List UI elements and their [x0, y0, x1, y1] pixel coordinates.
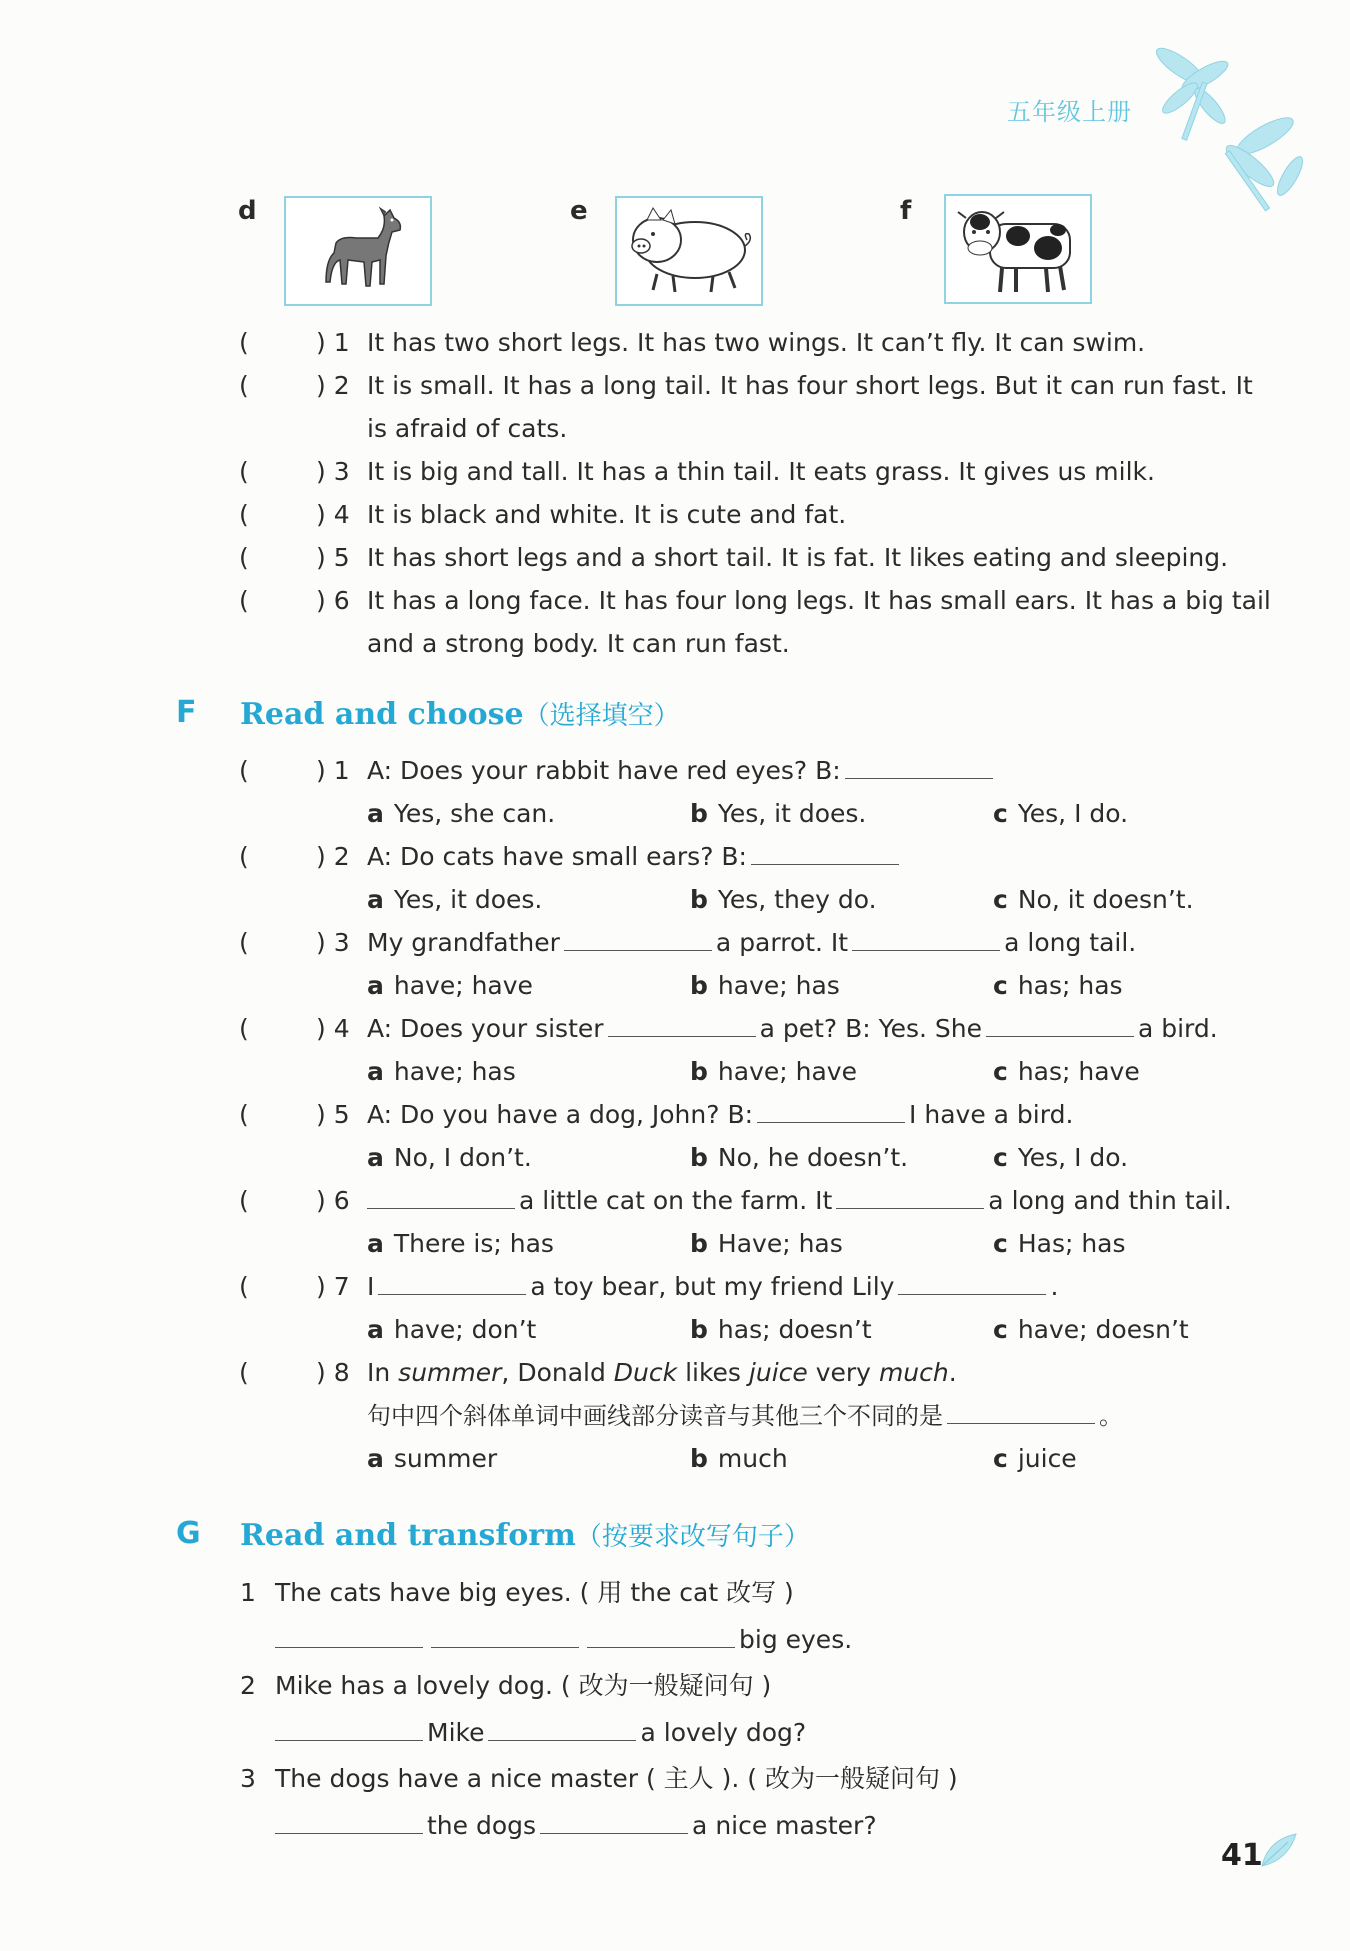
section-f-title: [240, 695, 680, 732]
option-c[interactable]: [993, 1229, 1126, 1259]
question-text: A: Do you have a dog, John? B:: [367, 1100, 754, 1129]
answer-paren-open[interactable]: (: [239, 586, 249, 615]
answer-blank[interactable]: [587, 1625, 735, 1648]
option-a[interactable]: [367, 1444, 497, 1474]
answer-blank[interactable]: [275, 1811, 423, 1834]
question-text: The dogs have a nice master ( 主人 ). ( 改为一般疑问句 ): [275, 1764, 958, 1793]
question-text: [367, 1358, 957, 1388]
question-text: The cats have big eyes. ( 用 the cat 改写 ): [275, 1578, 794, 1607]
option-c[interactable]: [993, 1444, 1077, 1474]
option-text: No, he doesn’t.: [717, 1143, 909, 1172]
option-letter: a: [367, 1057, 384, 1086]
option-letter: b: [690, 971, 708, 1000]
section-g-letter: G: [176, 1516, 201, 1551]
answer-paren-close: ): [316, 928, 326, 957]
italic-word: much: [878, 1358, 949, 1387]
item-text: It has short legs and a short tail. It is fat. It likes eating and sleeping.: [367, 543, 1229, 572]
italic-word: summer: [398, 1358, 502, 1387]
question-text: a bird.: [1137, 1014, 1218, 1043]
option-a[interactable]: [367, 1229, 554, 1259]
answer-paren-close: ): [316, 457, 326, 486]
question-text: .: [1050, 1272, 1059, 1301]
option-letter: c: [993, 1057, 1008, 1086]
section-g-title: [240, 1516, 810, 1553]
item-number: 8: [333, 1358, 350, 1387]
option-text: Yes, she can.: [393, 799, 556, 828]
option-c[interactable]: [993, 1057, 1140, 1087]
answer-paren-close: ): [316, 500, 326, 529]
pig-icon: [617, 198, 761, 304]
option-a[interactable]: [367, 1143, 532, 1173]
option-c[interactable]: [993, 1143, 1128, 1173]
option-text: Have; has: [717, 1229, 843, 1258]
answer-paren-open[interactable]: (: [239, 1186, 249, 1215]
answer-blank[interactable]: [986, 1014, 1134, 1037]
answer-paren-open[interactable]: (: [239, 928, 249, 957]
answer-paren-close: ): [316, 1100, 326, 1129]
option-b[interactable]: [690, 1143, 908, 1173]
option-b[interactable]: [690, 1057, 857, 1087]
item-text: It is small. It has a long tail. It has four short legs. But it can run fast. It: [367, 371, 1253, 400]
option-a[interactable]: [367, 1057, 516, 1087]
option-letter: a: [367, 885, 384, 914]
option-b[interactable]: [690, 1229, 843, 1259]
answer-paren-close: ): [316, 543, 326, 572]
option-text: Has; has: [1017, 1229, 1126, 1258]
question-text: a pet? B: Yes. She: [759, 1014, 982, 1043]
option-letter: a: [367, 1444, 384, 1473]
option-letter: b: [690, 1315, 708, 1344]
option-text: summer: [393, 1444, 498, 1473]
answer-paren-open[interactable]: (: [239, 328, 249, 357]
grade-label: 五年级上册: [1007, 98, 1132, 126]
item-number: 3: [333, 457, 350, 486]
section-g-title-cn: （按要求改写句子）: [575, 1522, 810, 1552]
option-text: have; have: [717, 1057, 857, 1086]
option-text: There is; has: [393, 1229, 554, 1258]
answer-blank[interactable]: [608, 1014, 756, 1037]
answer-blank[interactable]: [751, 842, 899, 865]
answer-blank[interactable]: [852, 928, 1000, 951]
question-text: I: [367, 1272, 375, 1301]
item-number: 5: [333, 1100, 350, 1129]
answer-blank[interactable]: [947, 1401, 1095, 1424]
option-c[interactable]: [993, 885, 1194, 915]
question-text: a long tail.: [1004, 928, 1137, 957]
answer-blank[interactable]: [378, 1272, 526, 1295]
option-c[interactable]: [993, 971, 1123, 1001]
item-number: 1: [240, 1578, 256, 1607]
answer-blank[interactable]: [898, 1272, 1046, 1295]
horse-icon: [286, 198, 430, 304]
option-text: juice: [1017, 1444, 1077, 1473]
question-text: Mike has a lovely dog. ( 改为一般疑问句 ): [275, 1671, 772, 1700]
page-number: 41: [1221, 1838, 1263, 1873]
option-text: has; have: [1017, 1057, 1140, 1086]
question-text: a long and thin tail.: [988, 1186, 1232, 1215]
item-number: 6: [333, 586, 350, 615]
question-text-cn: 。: [1099, 1402, 1123, 1430]
option-letter: b: [690, 1143, 708, 1172]
italic-word: juice: [748, 1358, 808, 1387]
option-text: Yes, it does.: [717, 799, 867, 828]
item-number: 3: [333, 928, 350, 957]
option-letter: c: [993, 1315, 1008, 1344]
answer-paren-close: ): [316, 328, 326, 357]
option-letter: b: [690, 1444, 708, 1473]
item-text: It is black and white. It is cute and fat.: [367, 500, 847, 529]
option-letter: a: [367, 1315, 384, 1344]
answer-paren-close: ): [316, 1186, 326, 1215]
option-b[interactable]: [690, 1315, 872, 1345]
answer-blank[interactable]: [845, 756, 993, 779]
option-text: have; have: [393, 971, 533, 1000]
answer-blank[interactable]: [757, 1100, 905, 1123]
picture-label-d: d: [238, 196, 257, 226]
option-text: Yes, I do.: [1017, 799, 1129, 828]
option-letter: b: [690, 1057, 708, 1086]
dragonfly-decoration-icon: [1150, 36, 1310, 221]
answer-blank[interactable]: [367, 1186, 515, 1209]
question-text: A: Do cats have small ears? B:: [367, 842, 747, 871]
item-number: 2: [240, 1671, 256, 1700]
answer-paren-open[interactable]: (: [239, 1100, 249, 1129]
answer-paren-open[interactable]: (: [239, 842, 249, 871]
option-text: has; doesn’t: [717, 1315, 872, 1344]
section-f-letter: F: [176, 695, 197, 730]
option-letter: c: [993, 1143, 1008, 1172]
item-number: 2: [333, 371, 350, 400]
answer-blank[interactable]: [836, 1186, 984, 1209]
option-letter: c: [993, 799, 1008, 828]
option-c[interactable]: [993, 1315, 1189, 1345]
option-text: have; has: [393, 1057, 516, 1086]
option-text: have; doesn’t: [1017, 1315, 1189, 1344]
answer-paren-close: ): [316, 1358, 326, 1387]
option-letter: b: [690, 885, 708, 914]
item-number: 4: [333, 500, 350, 529]
option-letter: a: [367, 971, 384, 1000]
option-a[interactable]: [367, 885, 542, 915]
sentence-part: In: [367, 1358, 399, 1387]
question-text: a toy bear, but my friend Lily: [530, 1272, 895, 1301]
answer-paren-close: ): [316, 756, 326, 785]
question-text: a little cat on the farm. It: [519, 1186, 833, 1215]
answer-blank[interactable]: [275, 1625, 423, 1648]
option-text: have; has: [717, 971, 840, 1000]
option-text: No, it doesn’t.: [1017, 885, 1194, 914]
option-b[interactable]: [690, 885, 877, 915]
option-b[interactable]: [690, 1444, 788, 1474]
item-number: 4: [333, 1014, 350, 1043]
option-text: Yes, I do.: [1017, 1143, 1129, 1172]
option-text: Yes, they do.: [717, 885, 877, 914]
answer-paren-close: ): [316, 1272, 326, 1301]
item-text: It has two short legs. It has two wings. It can’t fly. It can swim.: [367, 328, 1146, 357]
option-text: No, I don’t.: [393, 1143, 532, 1172]
answer-blank[interactable]: [431, 1625, 579, 1648]
question-text: My grandfather: [367, 928, 560, 957]
item-number: 6: [333, 1186, 350, 1215]
answer-paren-open[interactable]: (: [239, 756, 249, 785]
answer-paren-close: ): [316, 1014, 326, 1043]
answer-paren-close: ): [316, 842, 326, 871]
item-number: 1: [333, 756, 350, 785]
option-text: have; don’t: [393, 1315, 537, 1344]
option-letter: c: [993, 1229, 1008, 1258]
option-letter: a: [367, 799, 384, 828]
item-number: 1: [333, 328, 350, 357]
italic-word: Duck: [613, 1358, 678, 1387]
option-letter: a: [367, 1143, 384, 1172]
item-number: 2: [333, 842, 350, 871]
option-text: Yes, it does.: [393, 885, 543, 914]
answer-paren-open[interactable]: (: [239, 500, 249, 529]
leaf-decoration-icon: [1258, 1830, 1300, 1872]
answer-blank[interactable]: [275, 1718, 423, 1741]
horse-picture: [284, 196, 432, 306]
answer-paren-open[interactable]: (: [239, 543, 249, 572]
answer-text: a nice master?: [692, 1811, 877, 1840]
option-letter: c: [993, 885, 1008, 914]
section-f-title-cn: （选择填空）: [523, 701, 680, 731]
answer-blank[interactable]: [540, 1811, 688, 1834]
option-letter: b: [690, 1229, 708, 1258]
option-b[interactable]: [690, 971, 840, 1001]
answer-blank[interactable]: [488, 1718, 636, 1741]
item-text: It has a long face. It has four long legs. It has small ears. It has a big tail: [367, 586, 1271, 615]
picture-label-f: f: [900, 196, 912, 226]
option-letter: c: [993, 971, 1008, 1000]
question-text-cn: 句中四个斜体单词中画线部分读音与其他三个不同的是: [367, 1402, 943, 1430]
item-text: It is big and tall. It has a thin tail. It eats grass. It gives us milk.: [367, 457, 1155, 486]
sentence-part: , Donald: [501, 1358, 614, 1387]
answer-text: a lovely dog?: [640, 1718, 807, 1747]
section-f-title-text: Read and choose: [240, 697, 524, 732]
answer-paren-open[interactable]: (: [239, 1014, 249, 1043]
cow-icon: [946, 196, 1090, 302]
answer-paren-close: ): [316, 586, 326, 615]
answer-paren-open[interactable]: (: [239, 457, 249, 486]
answer-paren-close: ): [316, 371, 326, 400]
option-letter: b: [690, 799, 708, 828]
option-c[interactable]: [993, 799, 1128, 829]
option-a[interactable]: [367, 971, 533, 1001]
option-a[interactable]: [367, 799, 555, 829]
option-text: has; has: [1017, 971, 1123, 1000]
option-b[interactable]: [690, 799, 866, 829]
sentence-part: .: [948, 1358, 957, 1387]
answer-text: Mike: [427, 1718, 485, 1747]
sentence-part: very: [807, 1358, 879, 1387]
answer-paren-open[interactable]: (: [239, 1358, 249, 1387]
item-text: is afraid of cats.: [367, 414, 568, 443]
item-number: 5: [333, 543, 350, 572]
section-g-title-text: Read and transform: [240, 1518, 576, 1553]
option-letter: a: [367, 1229, 384, 1258]
answer-paren-open[interactable]: (: [239, 1272, 249, 1301]
question-text: A: Does your sister: [367, 1014, 604, 1043]
question-text: I have a bird.: [909, 1100, 1074, 1129]
sentence-part: likes: [677, 1358, 749, 1387]
item-number: 7: [333, 1272, 350, 1301]
option-letter: c: [993, 1444, 1008, 1473]
picture-label-e: e: [570, 196, 588, 226]
option-a[interactable]: [367, 1315, 536, 1345]
question-text: a parrot. It: [715, 928, 849, 957]
item-text: and a strong body. It can run fast.: [367, 629, 790, 658]
answer-paren-open[interactable]: (: [239, 371, 249, 400]
item-number: 3: [240, 1764, 256, 1793]
question-text: A: Does your rabbit have red eyes? B:: [367, 756, 841, 785]
option-text: much: [717, 1444, 788, 1473]
answer-text: big eyes.: [739, 1625, 853, 1654]
pig-picture: [615, 196, 763, 306]
answer-text: the dogs: [427, 1811, 537, 1840]
answer-blank[interactable]: [564, 928, 712, 951]
cow-picture: [944, 194, 1092, 304]
